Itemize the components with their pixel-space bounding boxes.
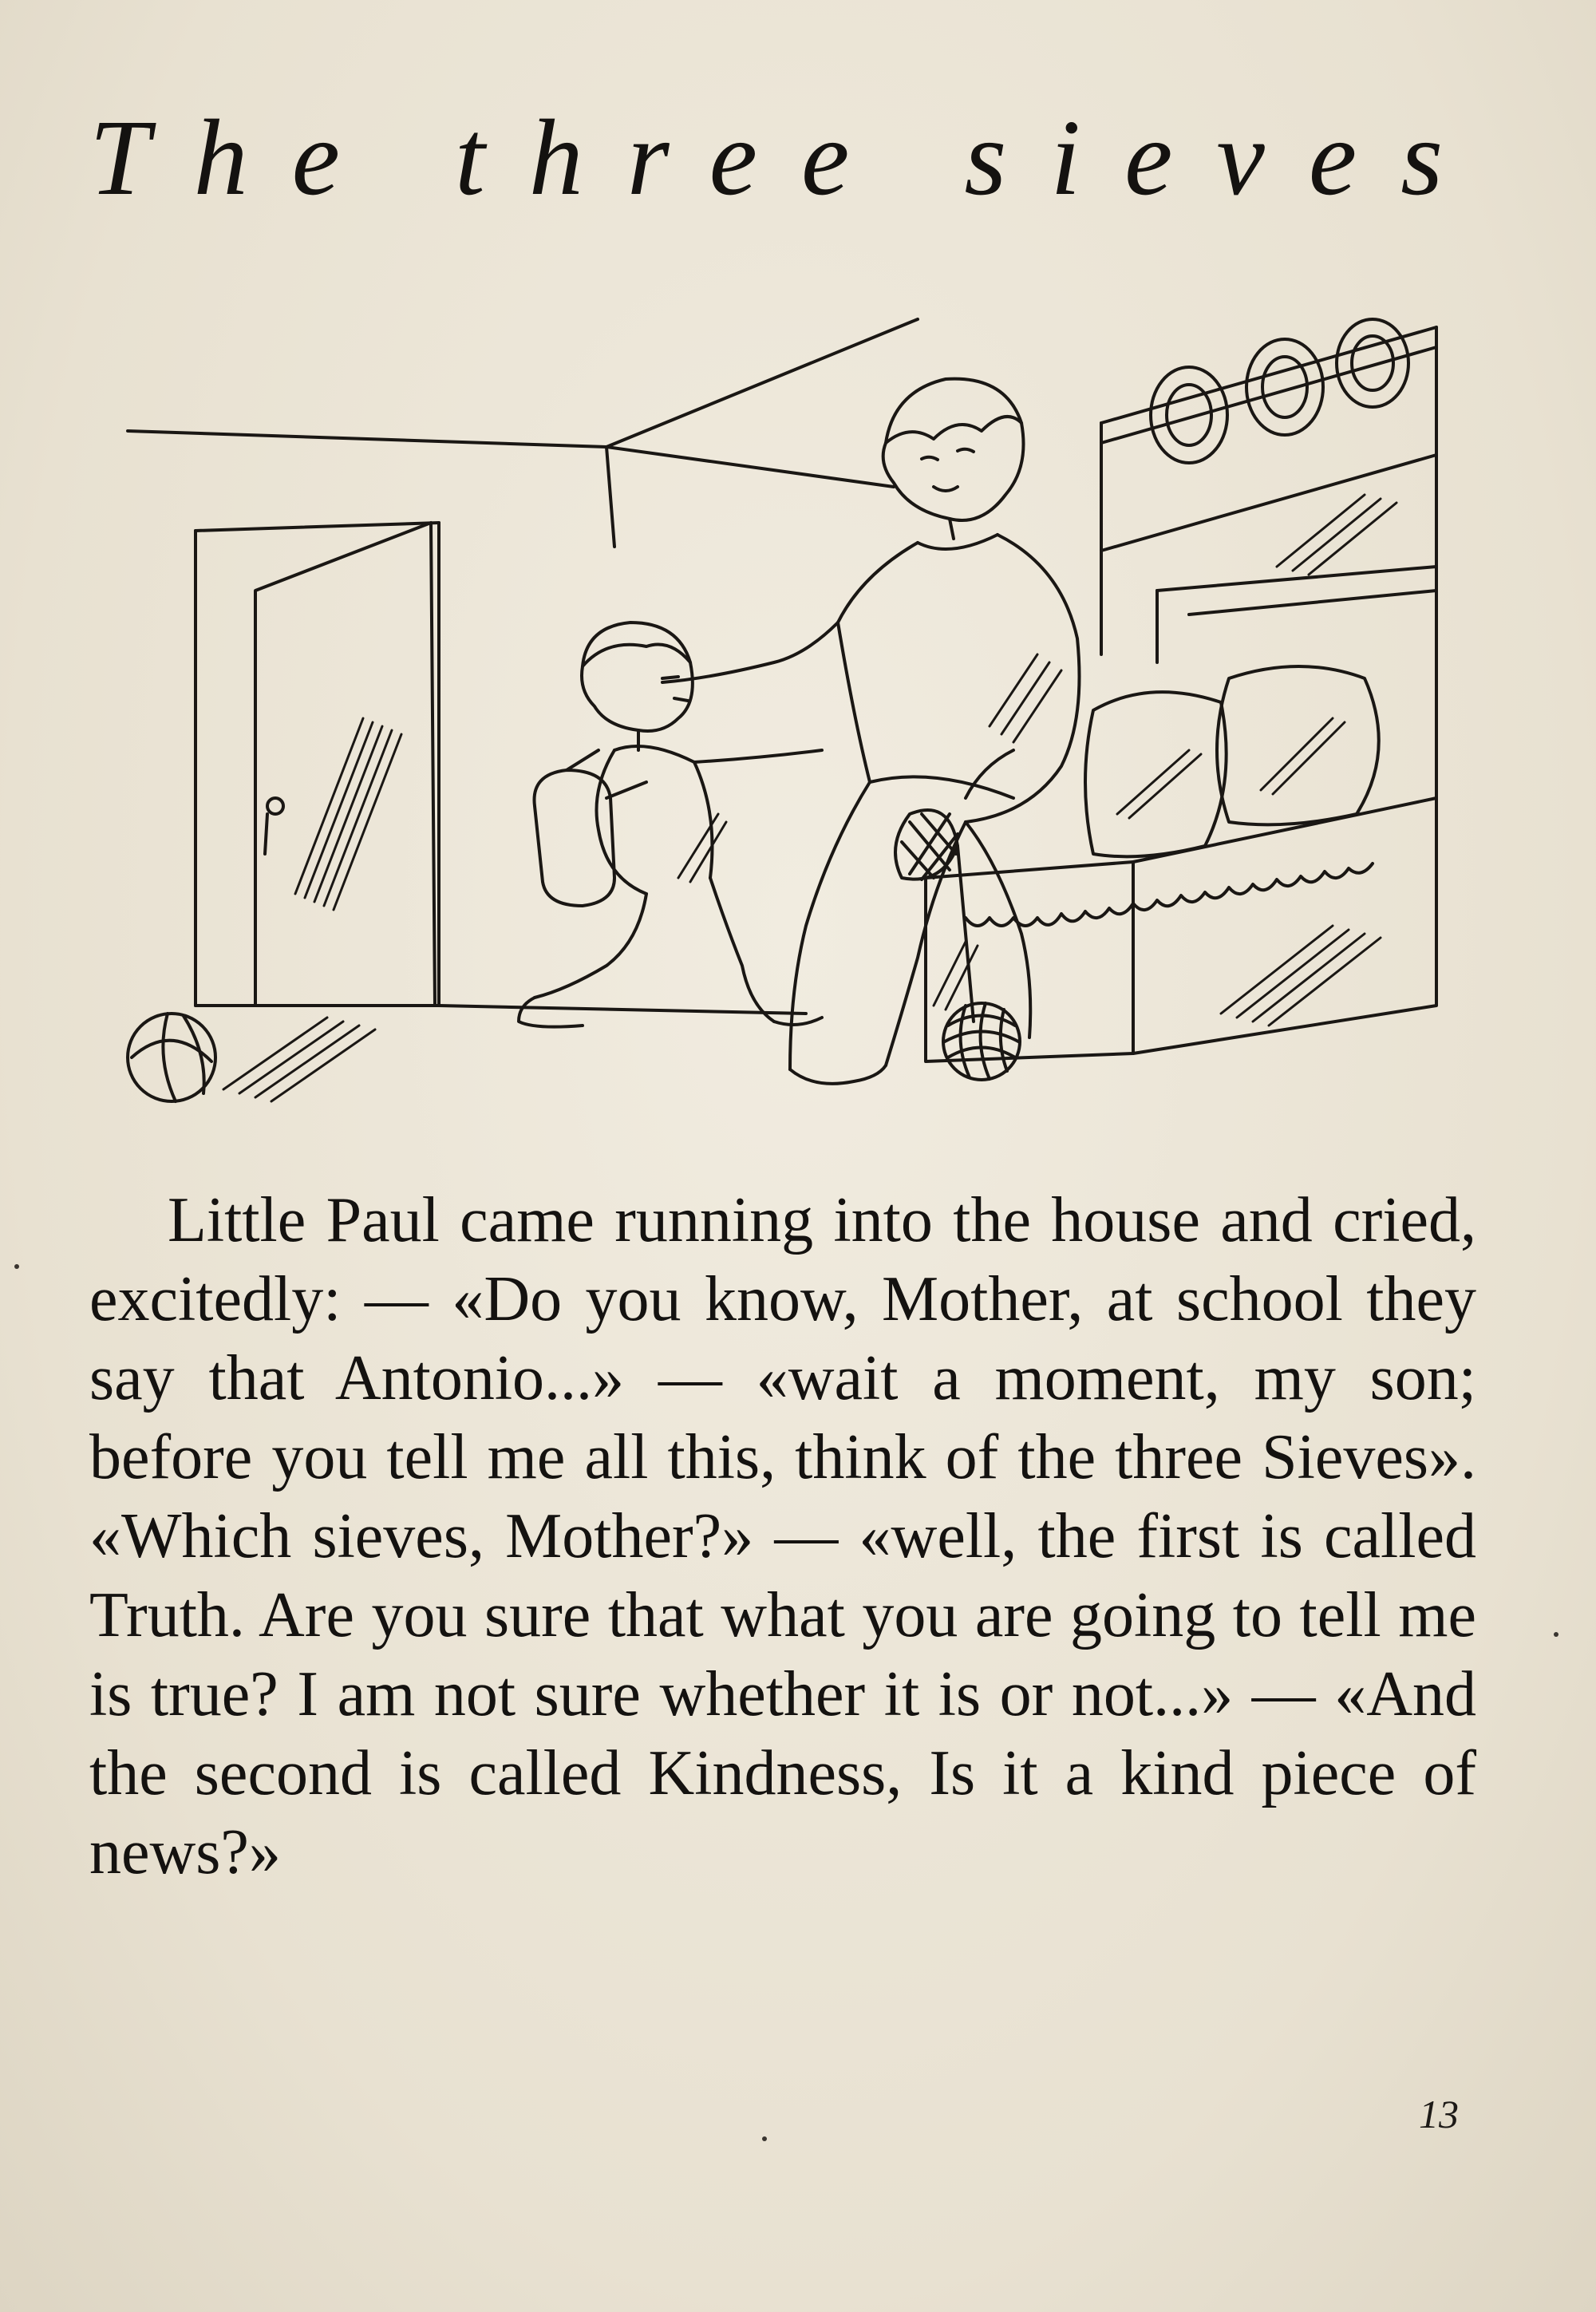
story-paragraph: Little Paul came running into the house and cried, excitedly: — «Do you know, Mother, at school they say that Antonio...» — «wait a moment, my son; before you tell me all this, think of the three Sieves». «Which sieves, Mother?» — «well, the first is called Truth. Are you sure that what you are going to tell me is true? I am not sure whether it is or not...» — «And the second is called Kindness, Is it a kind piece of news?»: [89, 1185, 1476, 1887]
mother-and-child-illustration: [88, 303, 1508, 1117]
room-walls: [128, 319, 918, 547]
door: [196, 523, 439, 1006]
paper-speck: [762, 2136, 767, 2141]
toy-ball: [128, 1014, 375, 1101]
paper-speck: [1554, 1632, 1558, 1637]
page-number: 13: [1419, 2092, 1459, 2136]
yarn-ball: [943, 1003, 1020, 1080]
paper-speck: [14, 1264, 19, 1269]
plate-shelf: [1101, 319, 1436, 654]
floor-line: [439, 1006, 806, 1014]
page-title: The three sieves: [89, 98, 1487, 218]
